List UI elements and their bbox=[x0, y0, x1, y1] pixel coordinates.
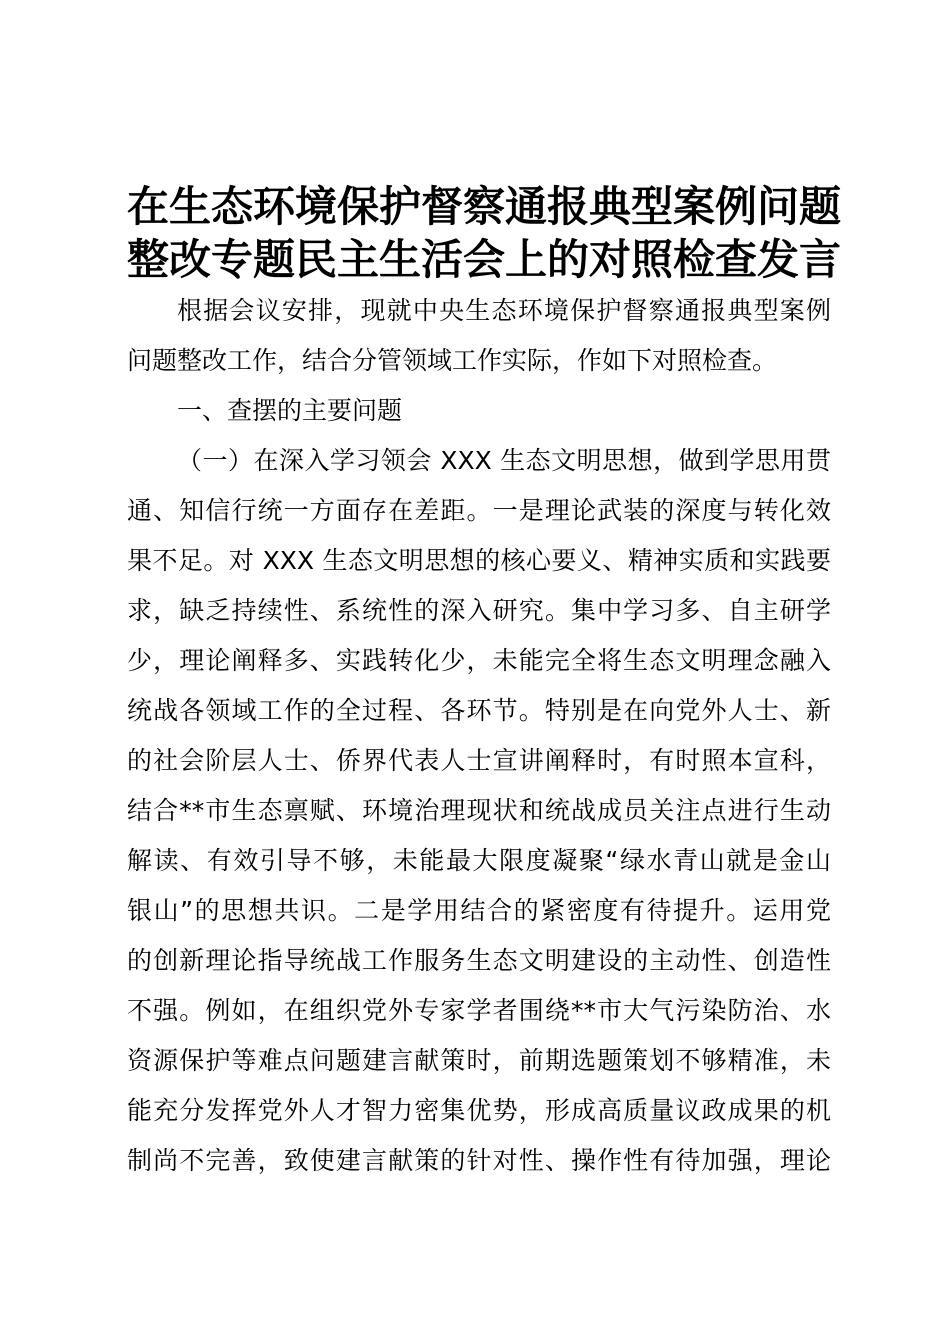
paragraph-line: 统战各领域工作的全过程、各环节。特别是在向党外人士、新 bbox=[127, 696, 831, 725]
paragraph-line: 求，缺乏持续性、系统性的深入研究。集中学习多、自主研学 bbox=[127, 596, 831, 625]
paragraph-line: 问题整改工作，结合分管领域工作实际，作如下对照检查。 bbox=[127, 346, 778, 375]
paragraph-line: 果不足。对 XXX 生态文明思想的核心要义、精神实质和实践要 bbox=[127, 546, 831, 575]
paragraph-line: （一）在深入学习领会 XXX 生态文明思想，做到学思用贯 bbox=[177, 446, 831, 475]
section-heading: 一、查摆的主要问题 bbox=[177, 396, 403, 425]
title-line: 整改专题民主生活会上的对照检查发言 bbox=[127, 235, 842, 284]
paragraph-line: 能充分发挥党外人才智力密集优势，形成高质量议政成果的机 bbox=[127, 1096, 831, 1125]
paragraph-line: 不强。例如，在组织党外专家学者围绕**市大气污染防治、水 bbox=[127, 996, 831, 1025]
body-paragraph bbox=[127, 436, 831, 1186]
paragraph-line: 制尚不完善，致使建言献策的针对性、操作性有待加强，理论 bbox=[127, 1146, 831, 1175]
paragraph-line: 根据会议安排，现就中央生态环境保护督察通报典型案例 bbox=[177, 296, 831, 325]
paragraph-line: 少，理论阐释多、实践转化少，未能完全将生态文明理念融入 bbox=[127, 646, 831, 675]
paragraph-line: 资源保护等难点问题建言献策时，前期选题策划不够精准，未 bbox=[127, 1046, 831, 1075]
paragraph-line: 通、知信行统一方面存在差距。一是理论武装的深度与转化效 bbox=[127, 496, 831, 525]
paragraph-line: 的社会阶层人士、侨界代表人士宣讲阐释时，有时照本宣科， bbox=[127, 746, 831, 775]
title-line: 在生态环境保护督察通报典型案例问题 bbox=[127, 182, 842, 231]
document-page bbox=[127, 180, 842, 1186]
document-title bbox=[127, 180, 842, 286]
paragraph-line: 解读、有效引导不够，未能最大限度凝聚“绿水青山就是金山 bbox=[127, 846, 831, 875]
paragraph-line: 结合**市生态禀赋、环境治理现状和统战成员关注点进行生动 bbox=[127, 796, 831, 825]
intro-paragraph bbox=[127, 286, 831, 386]
paragraph-line: 银山”的思想共识。二是学用结合的紧密度有待提升。运用党 bbox=[127, 896, 831, 925]
paragraph-line: 的创新理论指导统战工作服务生态文明建设的主动性、创造性 bbox=[127, 946, 831, 975]
